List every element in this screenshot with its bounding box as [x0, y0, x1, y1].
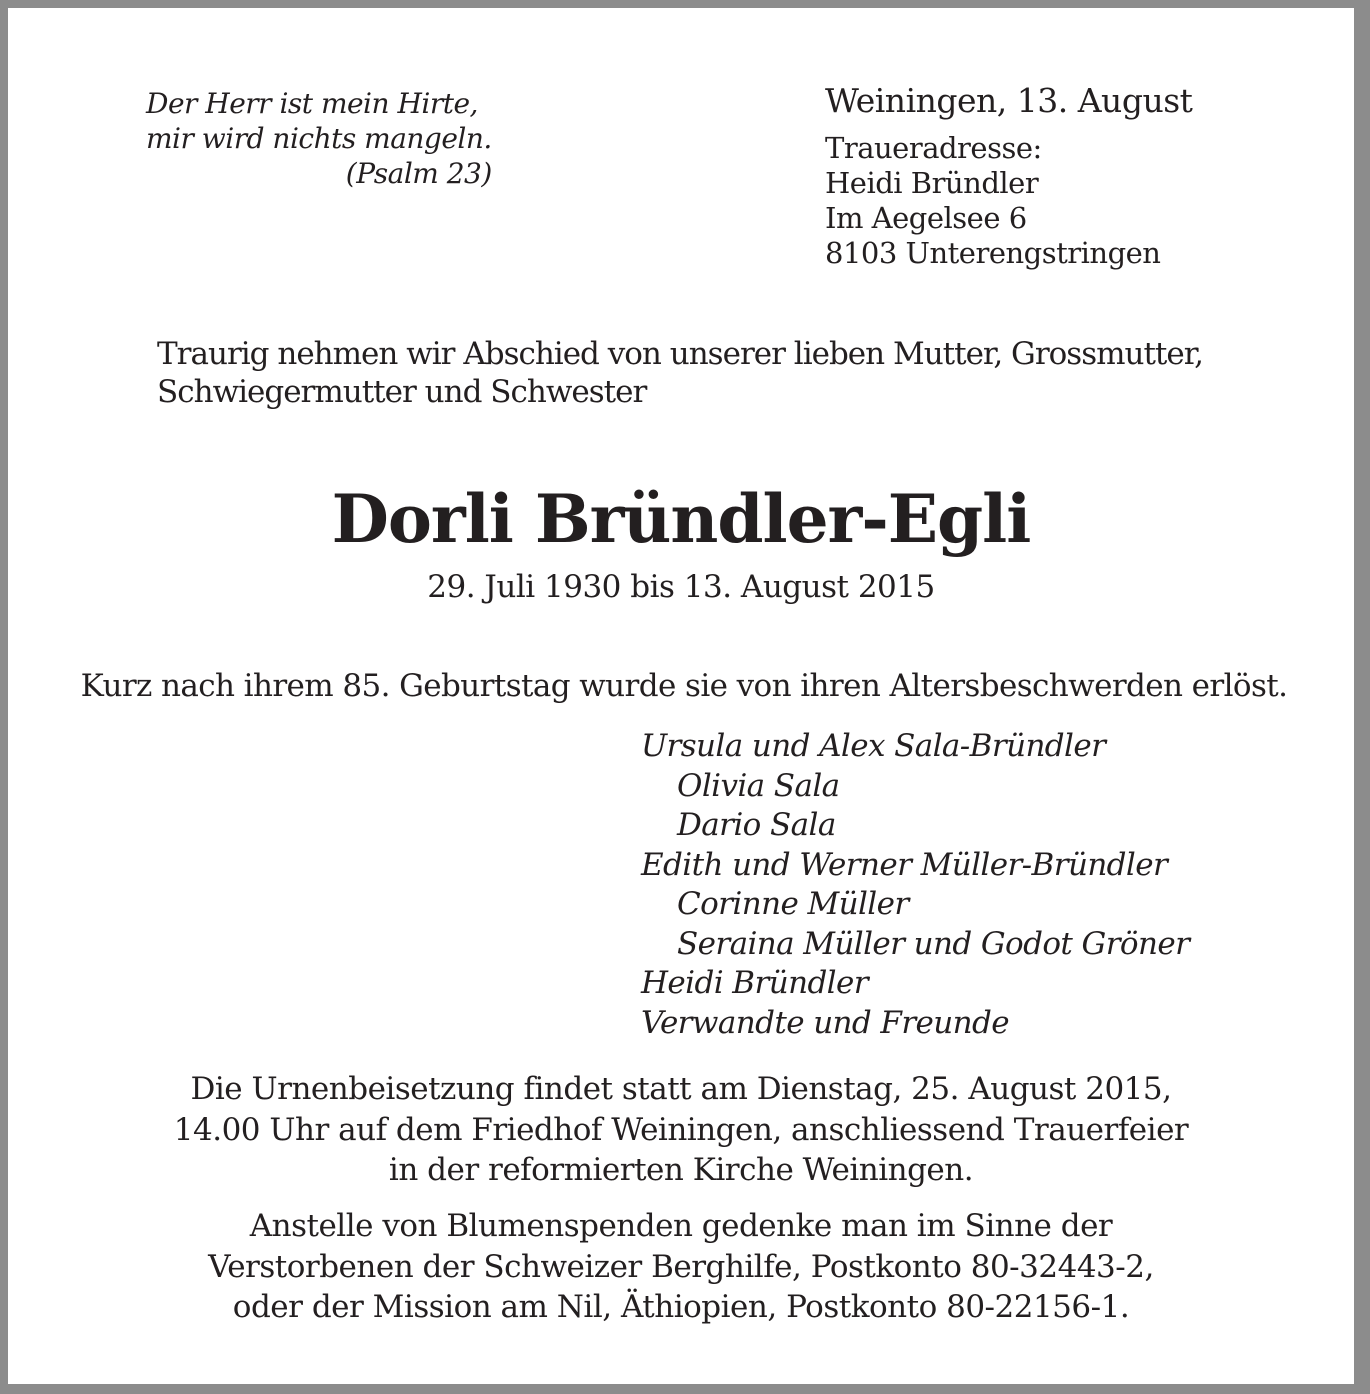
burial-line-2: 14.00 Uhr auf dem Friedhof Weiningen, anschliessend Trauerfeier	[173, 1111, 1189, 1148]
donation-line-1: Anstelle von Blumenspenden gedenke man im Sinne der	[249, 1208, 1113, 1244]
deceased-name: Dorli Bründler-Egli	[331, 480, 1031, 558]
donation-info	[8, 1206, 1354, 1328]
mourner-item: Edith und Werner Müller-Bründler	[641, 846, 1168, 883]
mourner-item: Ursula und Alex Sala-Bründler	[641, 728, 1106, 764]
death-note: Kurz nach ihrem 85. Geburtstag wurde sie von ihren Altersbeschwerden erlöst.	[80, 668, 1288, 704]
burial-info	[8, 1069, 1354, 1191]
psalm-line-1: Der Herr ist mein Hirte,	[146, 87, 478, 120]
psalm-line-2: mir wird nichts mangeln.	[146, 122, 492, 155]
psalm-reference: (Psalm 23)	[345, 157, 492, 190]
donation-line-2: Verstorbenen der Schweizer Berghilfe, Postkonto 80-32443-2,	[208, 1248, 1154, 1285]
intro-line-2: Schwiegermutter und Schwester	[157, 374, 647, 410]
mourning-address	[825, 131, 1160, 271]
mourner-item: Heidi Bründler	[641, 965, 868, 1001]
intro-text	[157, 335, 1203, 411]
mourner-item: Verwandte und Freunde	[641, 1004, 1010, 1041]
psalm-quote	[146, 86, 492, 191]
life-dates: 29. Juli 1930 bis 13. August 2015	[427, 569, 935, 605]
address-name: Heidi Bründler	[825, 166, 1039, 200]
mourner-item: Olivia Sala	[677, 767, 840, 804]
mourner-item: Seraina Müller und Godot Gröner	[677, 925, 1190, 962]
address-city: 8103 Unterengstringen	[825, 236, 1161, 270]
address-label: Traueradresse:	[825, 131, 1042, 165]
intro-line-1: Traurig nehmen wir Abschied von unserer lieben Mutter, Grossmutter,	[157, 336, 1204, 372]
mourner-item: Dario Sala	[677, 807, 836, 843]
address-street: Im Aegelsee 6	[825, 201, 1027, 235]
burial-line-1: Die Urnenbeisetzung findet statt am Dienstag, 25. August 2015,	[190, 1071, 1172, 1107]
place-date: Weiningen, 13. August	[825, 81, 1193, 120]
burial-line-3: in der reformierten Kirche Weiningen.	[388, 1152, 974, 1188]
obituary-notice	[8, 8, 1354, 1384]
mourner-item: Corinne Müller	[677, 886, 909, 922]
donation-line-3: oder der Mission am Nil, Äthiopien, Postkonto 80-22156-1.	[232, 1289, 1130, 1325]
mourners-list	[641, 727, 1189, 1043]
